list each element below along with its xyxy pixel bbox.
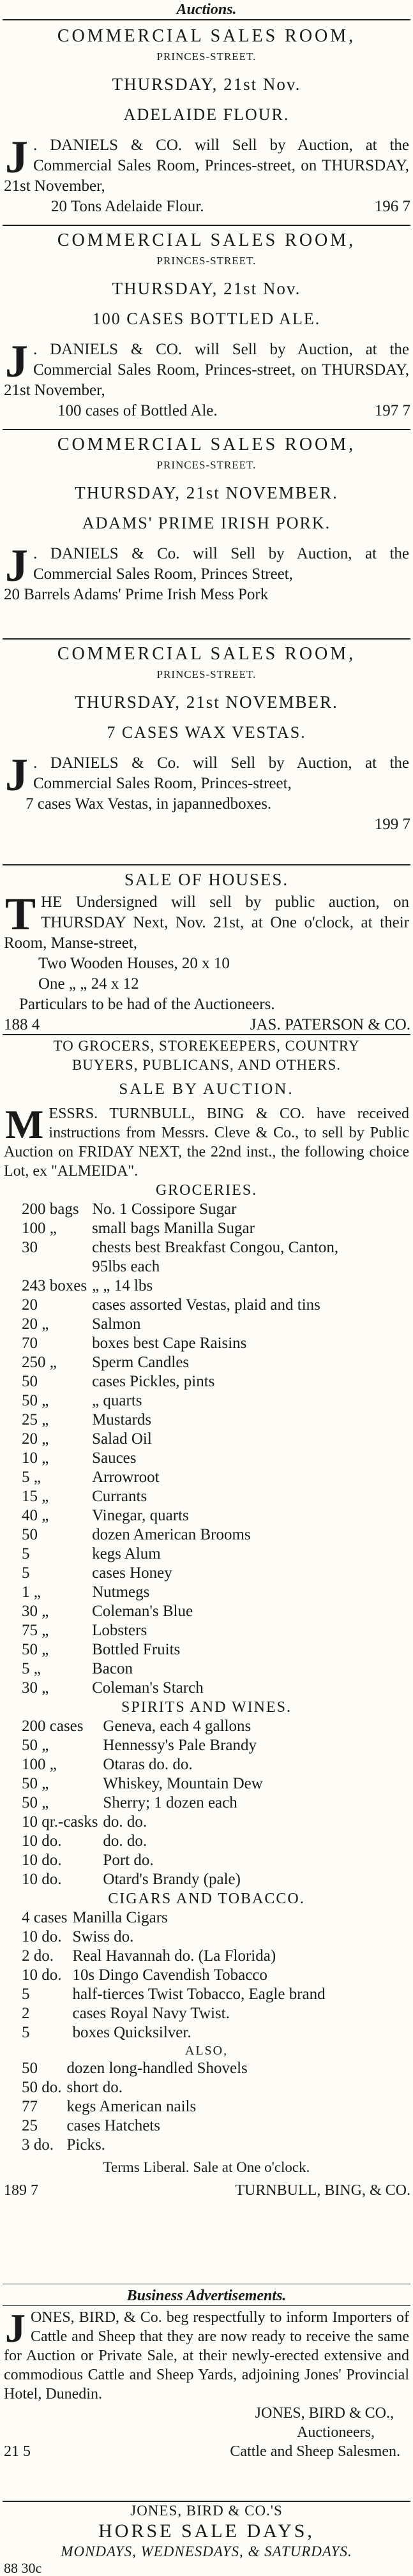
ad-title: COMMERCIAL SALES ROOM, [57, 435, 356, 454]
cigars-table [19, 1908, 328, 2042]
ad-item: 20 Tons Adelaide Flour. [51, 198, 204, 215]
ad-title: COMMERCIAL SALES ROOM, [57, 26, 356, 46]
item-description: cases Royal Navy Twist. [72, 2005, 230, 2022]
list-item [19, 1736, 266, 1755]
list-item [19, 1296, 341, 1315]
list-item [19, 1851, 266, 1870]
divider [3, 429, 410, 430]
ad-jones-bird [0, 2305, 413, 2461]
page-header: Auctions. [176, 1, 237, 18]
list-item [19, 1391, 341, 1411]
item-quantity: 4 cases [22, 1909, 68, 1926]
ad-item: 20 Barrels Adams' Prime Irish Mess Pork [4, 586, 269, 603]
list-item [19, 1506, 341, 1525]
list-item [19, 1200, 341, 1219]
item-quantity: 20 „ [22, 1430, 49, 1448]
list-item [19, 2004, 328, 2023]
ad-title: COMMERCIAL SALES ROOM, [57, 230, 356, 250]
item-description: Bottled Fruits [92, 1641, 181, 1658]
ad-title-large: HORSE SALE DAYS, [98, 2520, 315, 2542]
item-quantity: 70 [22, 1335, 38, 1352]
list-item [19, 1238, 341, 1257]
list-item [19, 2136, 250, 2155]
ad-irish-pork [0, 431, 413, 605]
item-quantity: 10 do. [22, 1832, 62, 1850]
ad-body: HE Undersigned will sell by public auction, on THURSDAY Next, Nov. 21st, at One o'clock, at their Room, Manse-street, [4, 894, 409, 952]
list-item [19, 1947, 328, 1966]
ad-title: SALE BY AUCTION. [119, 1081, 294, 1098]
ad-ref: 197 7 [374, 402, 410, 419]
ad-date: THURSDAY, 21st Nov. [112, 75, 301, 94]
ad-signature-role: Auctioneers, [297, 2424, 375, 2441]
item-quantity: 30 „ [22, 1679, 49, 1696]
ad-item: Particulars to be had of the Auctioneers. [19, 996, 275, 1013]
list-item [19, 1353, 341, 1372]
ad-date: THURSDAY, 21st NOVEMBER. [75, 483, 338, 502]
list-item [19, 1793, 266, 1813]
item-description: Mustards [92, 1411, 152, 1428]
item-quantity: 50 „ [22, 1392, 49, 1409]
list-item [19, 1621, 341, 1640]
list-item [19, 1219, 341, 1238]
item-quantity: 100 „ [22, 1756, 57, 1773]
item-description: cases Honey [92, 1564, 172, 1582]
groceries-table [19, 1200, 341, 1698]
drop-cap: T [5, 888, 36, 940]
list-item [19, 1564, 341, 1583]
list-item [19, 1583, 341, 1602]
item-description: do. do. [103, 1813, 147, 1831]
item-description: Arrowroot [92, 1469, 160, 1486]
cigars-list [0, 1908, 413, 2042]
item-quantity: 40 „ [22, 1507, 49, 1524]
also-list [0, 2059, 413, 2155]
groceries-list [0, 1200, 413, 1698]
ad-sale-of-houses [0, 867, 413, 1035]
item-description: kegs American nails [66, 2098, 197, 2115]
also-heading: ALSO, [184, 2044, 229, 2058]
list-item [19, 1928, 328, 1947]
item-description: Hennessy's Pale Brandy [103, 1737, 257, 1754]
item-quantity: 50 „ [22, 1737, 49, 1754]
ad-subtitle: PRINCES-STREET. [156, 50, 257, 63]
item-quantity: 2 do. [22, 1947, 54, 1965]
item-quantity: 250 „ [22, 1354, 57, 1371]
item-quantity: 20 [22, 1296, 38, 1314]
item-description: Geneva, each 4 gallons [103, 1718, 252, 1735]
list-item [19, 2116, 250, 2136]
list-item [19, 1257, 341, 1277]
item-quantity: 3 do. [22, 2136, 54, 2153]
item-description: Coleman's Starch [92, 1679, 204, 1696]
list-item [19, 1411, 341, 1430]
ad-subtitle: PRINCES-STREET. [156, 459, 257, 471]
list-item [19, 1525, 341, 1545]
divider [3, 2305, 410, 2306]
ad-product: ADAMS' PRIME IRISH PORK. [82, 514, 331, 532]
ad-adelaide-flour [0, 23, 413, 217]
item-quantity: 50 „ [22, 1794, 49, 1811]
ad-ref: 21 5 [4, 2443, 31, 2460]
header-rule [3, 19, 410, 20]
ad-days: MONDAYS, WEDNESDAYS, & SATURDAYS. [61, 2543, 352, 2559]
item-description: Picks. [66, 2136, 105, 2153]
item-quantity: 5 [22, 2024, 30, 2041]
list-item [19, 1277, 341, 1296]
also-table [19, 2059, 250, 2155]
item-description: boxes Quicksilver. [72, 2024, 191, 2041]
item-quantity: 243 boxes [22, 1277, 87, 1294]
item-quantity: 75 „ [22, 1622, 49, 1639]
ad-item: 100 cases of Bottled Ale. [57, 402, 218, 419]
item-description: cases Hatchets [66, 2117, 160, 2134]
ad-item: Two Wooden Houses, 20 x 10 [38, 955, 230, 972]
item-description: Port do. [103, 1852, 154, 1869]
item-quantity: 25 [22, 2117, 38, 2134]
ad-ref: 188 4 [4, 1016, 40, 1033]
drop-cap: J [5, 2305, 26, 2351]
list-item [19, 1870, 266, 1889]
item-description: Currants [92, 1488, 147, 1505]
cigars-heading: CIGARS AND TOBACCO. [108, 1891, 305, 1907]
item-description: Manilla Cigars [72, 1909, 168, 1926]
ad-product: ADELAIDE FLOUR. [123, 105, 290, 124]
list-item [19, 1966, 328, 1985]
list-item [19, 1774, 266, 1793]
item-description: small bags Manilla Sugar [92, 1220, 255, 1237]
item-description: dozen long-handled Shovels [66, 2060, 248, 2077]
ad-body: . DANIELS & Co. will Sell by Auction, at the Commercial Sales Room, Princes Street, [33, 545, 409, 583]
item-description: Lobsters [92, 1622, 147, 1639]
ad-title: SALE OF HOUSES. [124, 870, 289, 889]
item-quantity: 30 „ [22, 1603, 49, 1620]
item-quantity: 77 [22, 2098, 38, 2115]
divider [3, 225, 410, 226]
ad-item: One „ „ 24 x 12 [38, 975, 139, 992]
item-quantity: 50 [22, 1526, 38, 1543]
item-quantity: 100 „ [22, 1220, 57, 1237]
divider [3, 638, 410, 640]
item-quantity: 1 „ [22, 1584, 41, 1601]
item-quantity: 10 „ [22, 1449, 49, 1467]
ad-heading: BUYERS, PUBLICANS, AND OTHERS. [71, 1057, 342, 1073]
item-description: Salad Oil [92, 1430, 152, 1448]
business-header: Business Advertisements. [126, 2288, 287, 2304]
item-description: cases Pickles, pints [92, 1373, 215, 1390]
list-item [19, 1372, 341, 1391]
ad-ref: 88 30c [4, 2560, 42, 2576]
item-quantity: 5 [22, 1545, 30, 1562]
list-item [19, 1487, 341, 1506]
item-description: Vinegar, quarts [92, 1507, 189, 1524]
spirits-heading: SPIRITS AND WINES. [121, 1699, 292, 1716]
ad-subtitle: PRINCES-STREET. [156, 255, 257, 267]
ad-product: 100 CASES BOTTLED ALE. [92, 310, 321, 328]
item-quantity: 200 cases [22, 1718, 84, 1735]
item-quantity: 10 do. [22, 1871, 62, 1888]
item-quantity: 5 „ [22, 1469, 41, 1486]
ad-body: ONES, BIRD, & Co. beg respectfully to inform Importers of Cattle and Sheep that they are now ready to receive the same for Auction or Private Sale, at their newly-erected extensive and commodious Cattle and Sheep Yards, adjoining Jones' Provincial Hotel, Dunedin. [4, 2309, 409, 2402]
ad-turnbull-bing [0, 1037, 413, 2201]
item-quantity: 10 do. [22, 1852, 62, 1869]
item-description: Whiskey, Mountain Dew [103, 1775, 263, 1792]
item-quantity: 50 „ [22, 1641, 49, 1658]
list-item [19, 1813, 266, 1832]
item-quantity: 50 do. [22, 2079, 62, 2096]
item-quantity: 5 [22, 1564, 30, 1582]
list-item [19, 2023, 328, 2042]
item-description: Sherry; 1 dozen each [103, 1794, 237, 1811]
item-description: 95lbs each [92, 1258, 160, 1275]
ad-heading: TO GROCERS, STOREKEEPERS, COUNTRY [53, 1038, 360, 1054]
ad-product: 7 CASES WAX VESTAS. [107, 723, 306, 742]
list-item [19, 1430, 341, 1449]
item-description: Otard's Brandy (pale) [103, 1871, 241, 1888]
ad-body: . DANIELS & Co. will Sell by Auction, at the Commercial Sales Room, Princes-street, [33, 754, 409, 792]
list-item [19, 2059, 250, 2078]
item-description: Coleman's Blue [92, 1603, 193, 1620]
drop-cap: J [5, 131, 28, 183]
terms: Terms Liberal. Sale at One o'clock. [103, 2159, 310, 2175]
drop-cap: J [5, 749, 28, 800]
item-description: Real Havannah do. (La Florida) [72, 1947, 276, 1965]
ad-signature: TURNBULL, BING, & CO. [235, 2182, 410, 2199]
ad-body: ESSRS. TURNBULL, BING & CO. have received instructions from Messrs. Cleve & Co., to sell by Public Auction on FRIDAY NEXT, the 22nd inst., the following choice Lot, ex "ALMEIDA". [4, 1105, 409, 1179]
item-quantity: 25 „ [22, 1411, 49, 1428]
list-item [19, 1468, 341, 1487]
ad-body: . DANIELS & CO. will Sell by Auction, at the Commercial Sales Room, Princes-street, on THURSDAY, 21st November, [4, 137, 409, 195]
ad-subtitle: PRINCES-STREET. [156, 668, 257, 680]
item-quantity: 15 „ [22, 1488, 49, 1505]
groceries-heading: GROCERIES. [155, 1182, 258, 1199]
ad-signature: JONES, BIRD & CO., [255, 2405, 394, 2422]
item-description: boxes best Cape Raisins [92, 1335, 247, 1352]
list-item [19, 1640, 341, 1659]
list-item [19, 1985, 328, 2004]
item-description: Sperm Candles [92, 1354, 190, 1371]
item-description: chests best Breakfast Congou, Canton, [92, 1239, 339, 1256]
list-item [19, 1602, 341, 1621]
list-item [19, 1315, 341, 1334]
item-description: Salmon [92, 1315, 141, 1333]
list-item [19, 1832, 266, 1851]
ad-item: 7 cases Wax Vestas, in japannedboxes. [26, 795, 272, 812]
list-item [19, 1679, 341, 1698]
item-quantity: 2 [22, 2005, 30, 2022]
item-quantity: 5 [22, 1986, 30, 2003]
divider [3, 1034, 410, 1035]
ad-body: . DANIELS & CO. will Sell by Auction, at the Commercial Sales Room, Princes-street, on THURSDAY, 21st November, [4, 341, 409, 399]
item-description: kegs Alum [92, 1545, 161, 1562]
drop-cap: J [5, 540, 28, 591]
item-quantity: 50 [22, 1373, 38, 1390]
item-description: do. do. [103, 1832, 147, 1850]
ad-bottled-ale [0, 227, 413, 421]
ad-ref: 196 7 [374, 198, 410, 215]
item-quantity: 200 bags [22, 1201, 79, 1218]
item-description: Nutmegs [92, 1584, 150, 1601]
item-description: Otaras do. do. [103, 1756, 193, 1773]
spirits-table [19, 1717, 266, 1889]
ad-ref: 199 7 [374, 816, 410, 833]
item-description: 10s Dingo Cavendish Tobacco [72, 1966, 267, 1984]
ad-signature: JAS. PATERSON & CO. [250, 1016, 410, 1033]
ad-wax-vestas [0, 641, 413, 835]
item-quantity: 30 [22, 1239, 38, 1256]
item-description: Bacon [92, 1660, 133, 1677]
item-quantity: 50 [22, 2060, 38, 2077]
item-description: Swiss do. [72, 1928, 134, 1945]
list-item [19, 1908, 328, 1928]
item-quantity: 10 qr.-casks [22, 1813, 98, 1831]
item-quantity: 50 „ [22, 1775, 49, 1792]
list-item [19, 1449, 341, 1468]
spirits-list [0, 1717, 413, 1889]
list-item [19, 1334, 341, 1353]
list-item [19, 1659, 341, 1679]
item-description: „ quarts [92, 1392, 142, 1409]
item-description: „ „ 14 lbs [92, 1277, 153, 1294]
drop-cap: M [5, 1102, 44, 1147]
list-item [19, 1755, 266, 1774]
item-quantity: 10 do. [22, 1966, 62, 1984]
divider [3, 864, 410, 865]
item-description: No. 1 Cossipore Sugar [92, 1201, 237, 1218]
ad-signature-role: Cattle and Sheep Salesmen. [230, 2443, 400, 2460]
item-quantity [19, 1257, 89, 1277]
list-item [19, 2097, 250, 2116]
list-item [19, 1717, 266, 1736]
ad-date: THURSDAY, 21st Nov. [112, 279, 301, 298]
item-description: half-tierces Twist Tobacco, Eagle brand [72, 1986, 326, 2003]
ad-horse-sale [0, 2502, 413, 2576]
item-quantity: 10 do. [22, 1928, 62, 1945]
list-item [19, 2078, 250, 2097]
item-description: cases assorted Vestas, plaid and tins [92, 1296, 320, 1314]
ad-date: THURSDAY, 21st NOVEMBER. [75, 693, 338, 712]
drop-cap: J [5, 336, 28, 387]
item-description: Sauces [92, 1449, 137, 1467]
ad-title: JONES, BIRD & CO.'S [130, 2503, 283, 2519]
ad-title: COMMERCIAL SALES ROOM, [57, 644, 356, 664]
item-description: dozen American Brooms [92, 1526, 251, 1543]
ad-ref: 189 7 [4, 2182, 38, 2199]
item-quantity: 20 „ [22, 1315, 49, 1333]
item-description: short do. [66, 2079, 123, 2096]
item-quantity: 5 „ [22, 1660, 41, 1677]
list-item [19, 1545, 341, 1564]
